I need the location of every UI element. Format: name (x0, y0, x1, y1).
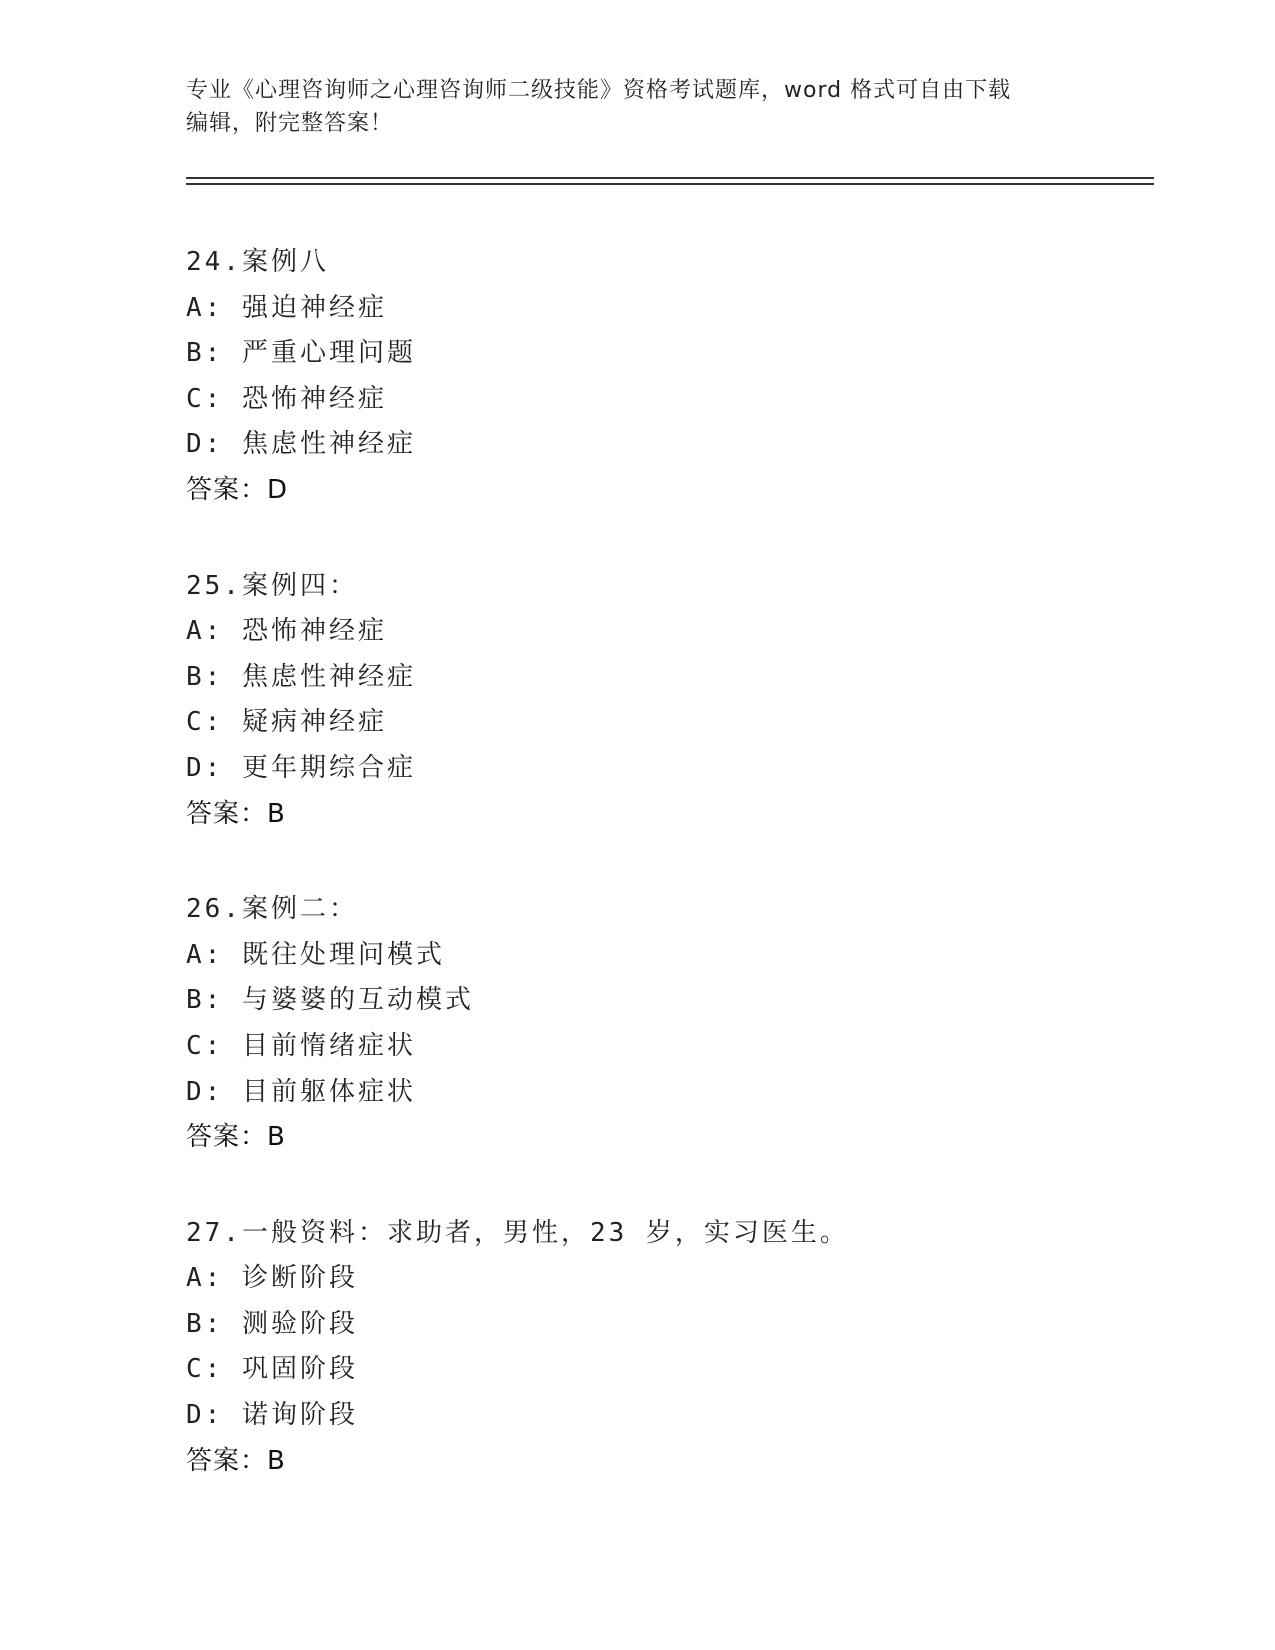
option-text: 既往处理问模式 (241, 939, 445, 970)
question-stem: 25.案例四： (186, 570, 358, 601)
option-a (186, 933, 1146, 979)
option-d (186, 1393, 1146, 1439)
option-c (186, 1347, 1146, 1393)
option-label: D: (186, 429, 224, 460)
option-label: B: (186, 985, 224, 1016)
option-c (186, 1024, 1146, 1070)
question-stem: 27.一般资料：求助者，男性，23 岁，实习医生。 (186, 1217, 849, 1248)
option-text: 恐怖神经症 (241, 616, 387, 647)
option-label: A: (186, 292, 224, 323)
option-text: 诊断阶段 (241, 1263, 358, 1294)
answer: 答案：B (186, 1445, 286, 1476)
question-25 (186, 564, 1146, 838)
option-text: 严重心理问题 (241, 338, 416, 369)
option-label: C: (186, 1030, 224, 1061)
option-b (186, 655, 1146, 701)
option-b (186, 978, 1146, 1024)
option-text: 更年期综合症 (241, 752, 416, 783)
option-label: A: (186, 939, 224, 970)
option-label: C: (186, 1354, 224, 1385)
answer: 答案：B (186, 798, 286, 829)
question-26 (186, 887, 1146, 1161)
header-line-1: 专业《心理咨询师之心理咨询师二级技能》资格考试题库，word 格式可自由下载 (186, 78, 1012, 103)
option-label: D: (186, 1076, 224, 1107)
header-rule-top (186, 177, 1154, 179)
option-label: B: (186, 661, 224, 692)
option-a (186, 609, 1146, 655)
option-text: 强迫神经症 (241, 292, 387, 323)
question-stem: 24.案例八 (186, 247, 329, 277)
option-d (186, 746, 1146, 792)
option-label: B: (186, 338, 224, 369)
header-line-2: 编辑，附完整答案！ (186, 111, 394, 136)
question-stem: 26.案例二： (186, 894, 358, 925)
option-text: 巩固阶段 (241, 1354, 358, 1385)
option-a (186, 286, 1146, 332)
option-text: 测验阶段 (241, 1308, 358, 1339)
option-c (186, 377, 1146, 423)
option-b (186, 1302, 1146, 1348)
answer: 答案：D (186, 474, 289, 505)
header-rule-bottom (186, 183, 1154, 185)
option-d (186, 1070, 1146, 1116)
question-27 (186, 1211, 1146, 1485)
option-label: D: (186, 752, 224, 783)
option-text: 恐怖神经症 (241, 383, 387, 414)
option-d (186, 422, 1146, 468)
option-text: 疑病神经症 (241, 707, 387, 738)
option-label: B: (186, 1308, 224, 1339)
option-a (186, 1256, 1146, 1302)
option-text: 焦虑性神经症 (241, 661, 416, 692)
option-text: 目前惰绪症状 (241, 1030, 416, 1061)
option-label: A: (186, 1263, 224, 1294)
option-text: 诺询阶段 (241, 1400, 358, 1431)
question-24 (186, 240, 1146, 514)
document-header (186, 74, 1086, 140)
option-label: C: (186, 707, 224, 738)
option-text: 目前躯体症状 (241, 1076, 416, 1107)
option-label: D: (186, 1400, 224, 1431)
option-b (186, 331, 1146, 377)
option-label: A: (186, 616, 224, 647)
option-text: 与婆婆的互动模式 (241, 985, 474, 1016)
option-c (186, 700, 1146, 746)
answer: 答案：B (186, 1122, 286, 1153)
option-text: 焦虑性神经症 (241, 429, 416, 460)
option-label: C: (186, 383, 224, 414)
question-list (186, 240, 1146, 1534)
